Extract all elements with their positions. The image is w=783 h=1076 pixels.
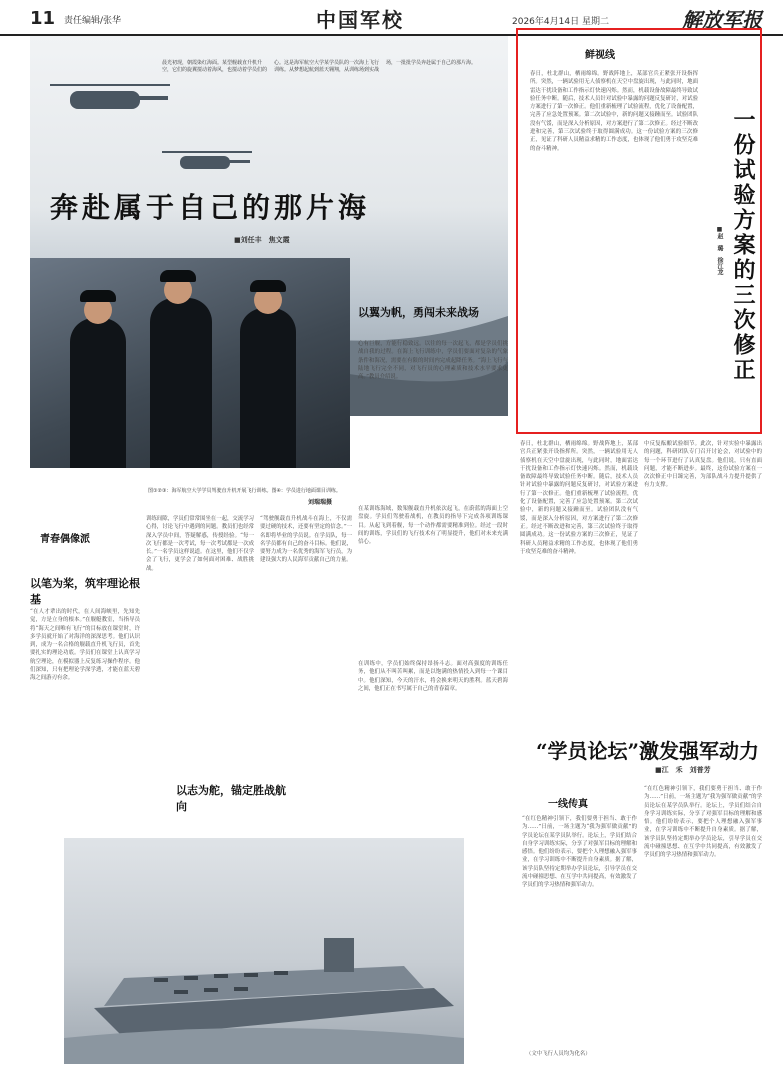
column-text: “驾驶舰载直升机战斗在海上，不仅需要过硬的技术，还要有坚定的信念。”一名即将毕业的学员说。在学员队，每一名学员都有自己的奋斗目标。他们说，要努力成为一名优秀的海军飞行员，为建设强大的人民海军贡献自己的力量。 bbox=[260, 516, 352, 564]
subhead-pen: 以笔为桨，筑牢理论根基 bbox=[30, 577, 140, 606]
section-title: 中国军校 bbox=[316, 8, 404, 32]
subhead-wings: 以翼为帆，勇闯未来战场 bbox=[358, 306, 479, 319]
column-text: 训练间隙，学员们常常围坐在一起，交流学习心得，讨论飞行中遇到的问题。教员们也经常深入学员中间，答疑解惑，传授经验。“每一次飞行都是一次考试，每一次考试都是一次成长。”一名学员这样说道。在这里，他们不仅学会了飞行，更学会了如何面对困难、战胜挑战。 bbox=[146, 516, 254, 572]
section-heading-youth: 青春偶像派 bbox=[40, 534, 90, 545]
photo-caption: 图①②③：海军航空大学学员驾驶直升机开展飞行训练。图④：学员进行地面课目训练。 bbox=[148, 488, 341, 494]
sidebar-title: 一份试验方案的三次修正 bbox=[730, 108, 756, 383]
feature-byline: ■刘任丰 焦文霞 bbox=[234, 236, 290, 244]
column-text: 中反复酝酿试验细节。此次，针对实验中暴露出的问题，科研团队专门召开讨论会，对试验中的每一个环节进行了认真复盘。他们说，只有直面问题，才能不断进步。最终，这份试验方案在一次次修正中日臻完善，为部队战斗力提升提供了有力支撑。 bbox=[644, 441, 762, 489]
carrier-photo-svg bbox=[64, 838, 464, 1064]
feature-intro: 晨光初现，朝霞染红海面。某型舰载直升机升空，它们的旋翼搅动着海风，也搅动着学员们的心。这是海军航空大学某学员队的一次海上飞行训练。从梦想起航到蓝天翱翔，从训练场到实战场，一批批学员奔赴属于自己的那片海。 bbox=[162, 60, 477, 73]
column-text: 心有巨舰，方能行稳致远。以往的每一次起飞，都是学员们挑战自我的过程。在海上飞行训练中，学员们要面对复杂的气象条件和海况，需要在有限的时间内完成起降任务。“海上飞行与陆地飞行完全不同，对飞行员的心理素质和技术水平要求更高。”教员介绍说。 bbox=[358, 341, 508, 381]
column-text: 在训练中，学员们始终保持昂扬斗志。面对高强度的训练任务，他们从不叫苦叫累，而是以饱满的热情投入到每一个课目中。他们深知，今天的汗水，将会换来明天的胜利。蓝天碧海之间，他们正在书写属于自己的青春篇章。 bbox=[358, 661, 508, 692]
cadet-figure bbox=[70, 318, 126, 468]
sidebar-body: 春日，杜北群山，栖雨绵绵。野战阵地上，某部官兵正紧张开设指挥所。突然，一辆试验用无人侦察机在天空中盘旋出现，与此同时，地面雷达干扰设备和工作指示灯快速闪烁。然而，机载设备故障最终导致试验任务中断。随后，技术人员针对试验中暴露的问题反复研讨，对试验方案进行了第一次修正。他们重新梳理了试验流程，优化了设备配置，完善了应急处置预案。第二次试验中，新的问题又接踵而至。试验团队没有气馁，而是深入分析原因，对方案进行了第二次修正。经过不断改进和完善，第三次试验终于取得圆满成功。这一份试验方案的三次修正，见证了科研人员精益求精的工作态度，也体现了他们勇于攻坚克难的奋斗精神。 bbox=[530, 71, 698, 152]
sidebar-byline: ■赵 璐 徐江龙 bbox=[716, 226, 723, 275]
cadet-figure bbox=[240, 308, 296, 468]
forum-column-label: 一线传真 bbox=[548, 799, 588, 810]
column-text: “在人才辈出的时代，在人间海峡里，先知先觉，方是立身的根本。”在舰艇教室，当指导员将“海天之间唯有飞行”的目标放在课堂时，许多学员就开始了对海洋的深深思考。他们认识到，成为一名合格的舰载直升机飞行员，首先要扎实的理论功底。学员们在课堂上认真学习航空理论，在模拟器上反复练习操作程序。他们深知，只有把理论学深学透，才能在蓝天碧海之间游刃有余。 bbox=[30, 609, 140, 682]
column-text: 春日，杜北群山，栖雨绵绵。野战阵地上，某部官兵正紧张开设指挥所。突然，一辆试验用无人侦察机在天空中盘旋出现，与此同时，地面雷达干扰设备和工作指示灯快速闪烁。然而，机载设备故障最终导致试验任务中断。随后，技术人员针对试验中暴露的问题反复研讨，对试验方案进行了第一次修正。他们重新梳理了试验流程，优化了设备配置，完善了应急处置预案。第二次试验中，新的问题又接踵而至。试验团队没有气馁，而是深入分析原因，对方案进行了第二次修正。经过不断改进和完善，第三次试验终于取得圆满成功。这一份试验方案的三次修正，见证了科研人员精益求精的工作态度，也体现了他们勇于攻坚克难的奋斗精神。 bbox=[520, 441, 638, 555]
sidebar-section-label: 鲜视线 bbox=[585, 50, 615, 61]
page-number: 11 bbox=[30, 8, 56, 29]
cadet-figure bbox=[150, 298, 212, 468]
forum-byline: ■江 禾 刘普芳 bbox=[655, 766, 711, 774]
aircraft-carrier-photo bbox=[64, 838, 464, 1064]
feature-title: 奔赴属于自己的那片海 bbox=[50, 191, 371, 224]
photo-credit: 刘瑞瑞摄 bbox=[308, 499, 333, 506]
forum-title: “学员论坛”激发强军动力 bbox=[536, 739, 760, 763]
issue-date: 2026年4月14日 星期二 bbox=[512, 17, 609, 27]
feature-photo-cadets bbox=[30, 258, 350, 468]
forum-body-cont: “在红色精神引领下，我们要勇于担当、敢于作为……”日前，一场主题为“我为强军做贡献”的学员论坛在某学员队举行。论坛上，学员们结合自身学习训练实际，分享了对强军目标的理解和感悟。他们纷纷表示，要把个人理想融入强军事业，在学习训练中不断提升自身素质。据了解，该学员队坚持定期举办学员论坛，引导学员在交流中碰撞思想、在互学中共同提高，有效激发了学员们的学习热情和强军动力。 bbox=[644, 786, 762, 859]
forum-note: （文中飞行人员均为化名） bbox=[526, 1051, 591, 1057]
column-text: 在某训练海域，数架舰载直升机依次起飞，在蔚蓝的海面上空盘旋。学员们驾驶着战机，在教员的指导下完成各项训练课目。从起飞到着舰，每一个动作都需要精准到位。经过一段时间的训练，学员们的飞行技术有了明显提升，他们对未来充满信心。 bbox=[358, 506, 508, 546]
newspaper-logo: 解放军报 bbox=[682, 8, 762, 32]
subhead-aspiration: 以志为舵，锚定胜战航向 bbox=[176, 784, 286, 813]
forum-body: “在红色精神引领下，我们要勇于担当、敢于作为……”日前，一场主题为“我为强军做贡献”的学员论坛在某学员队举行。论坛上，学员们结合自身学习训练实际，分享了对强军目标的理解和感悟。他们纷纷表示，要把个人理想融入强军事业，在学习训练中不断提升自身素质。据了解，该学员队坚持定期举办学员论坛，引导学员在交流中碰撞思想、在互学中共同提高，有效激发了学员们的学习热情和强军动力。 bbox=[522, 816, 637, 889]
editor-label: 责任编辑/张华 bbox=[64, 16, 122, 26]
